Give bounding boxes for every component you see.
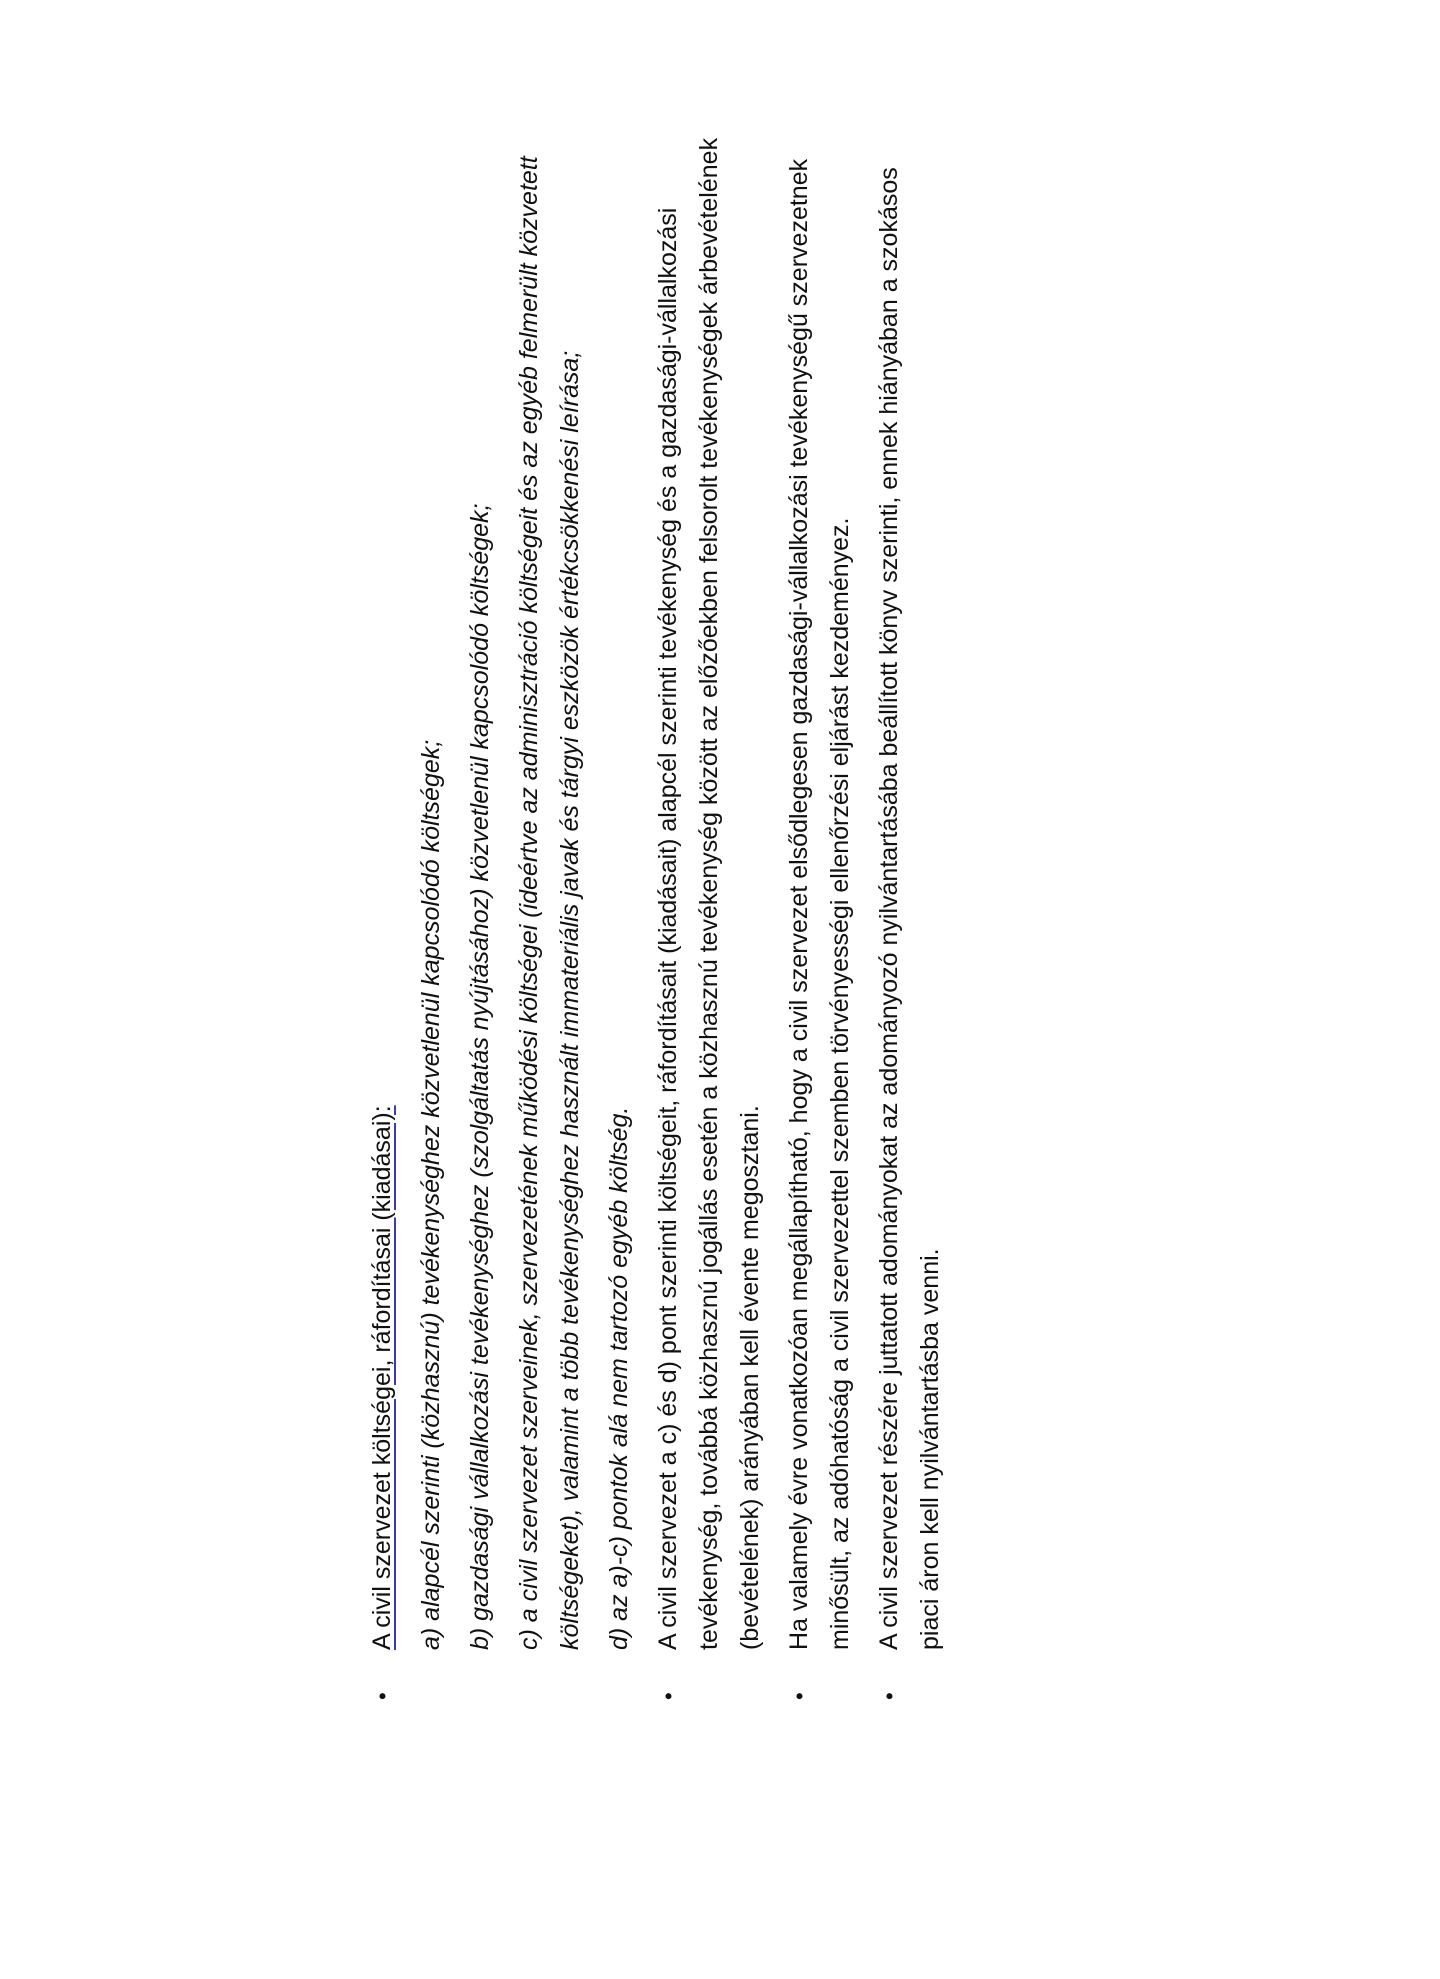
list-item-donations [869,120,951,1700]
bullet-icon: • [656,1692,681,1700]
list-item-cost-allocation [648,120,771,1700]
bullet-icon: • [370,1692,395,1700]
costs-heading-text: A civil szervezet költségei, ráfordításai (kiadásai): [368,1105,396,1650]
costs-item-b: b) gazdasági vállalkozási tevékenységhez (szolgáltatás nyújtásához) közvetlenül kapcsolódó költségek; [466,503,494,1650]
costs-item-d: d) az a)-c) pontok alá nem tartozó egyéb költség. [605,1106,633,1650]
bullet-icon: • [787,1692,812,1700]
cost-allocation-text: A civil szervezet a c) és d) pont szerinti költségeit, ráfordításait (kiadásait) alapcél szerinti tevékenység és a gazdasági-vállalkozási tevékenység, továbbá közhasznú jogállás esetén a közhasznú tevékenység között az előzőekben felsorolt tevékenységek árbevételének (bevételének) arányában kell évente megosztani. [654,137,764,1650]
costs-item-a: a) alapcél szerinti (közhasznú) tevékenységhez közvetlenül kapcsolódó költségek; [417,739,445,1650]
costs-item-c: c) a civil szervezet szerveinek, szervezetének működési költségei (ideértve az adminisztráció költségeit és az egyéb felmerült közvetett költségeket), valamint a több tevékenységhez használt immateriális javak és tárgyi eszközök értékcsökkenési leírása; [515,156,584,1650]
list-item-costs [362,120,640,1700]
donations-text: A civil szervezet részére juttatott adományokat az adományozó nyilvántartásába beállított könyv szerinti, ennek hiányában a szokásos piaci áron kell nyilvántartásba venni. [875,167,944,1650]
list-item-audit [779,120,861,1700]
costs-heading [362,120,403,1650]
rotated-text-block [362,120,1082,1700]
audit-text: Ha valamely évre vonatkozóan megállapítható, hogy a civil szervezet elsődlegesen gazdasági-vállalkozási tevékenységű szervezetnek minősült, az adóhatóság a civil szervezettel szemben törvényességi ellenőrzési eljárást kezdeményez. [785,158,854,1650]
bullet-icon: • [877,1692,902,1700]
